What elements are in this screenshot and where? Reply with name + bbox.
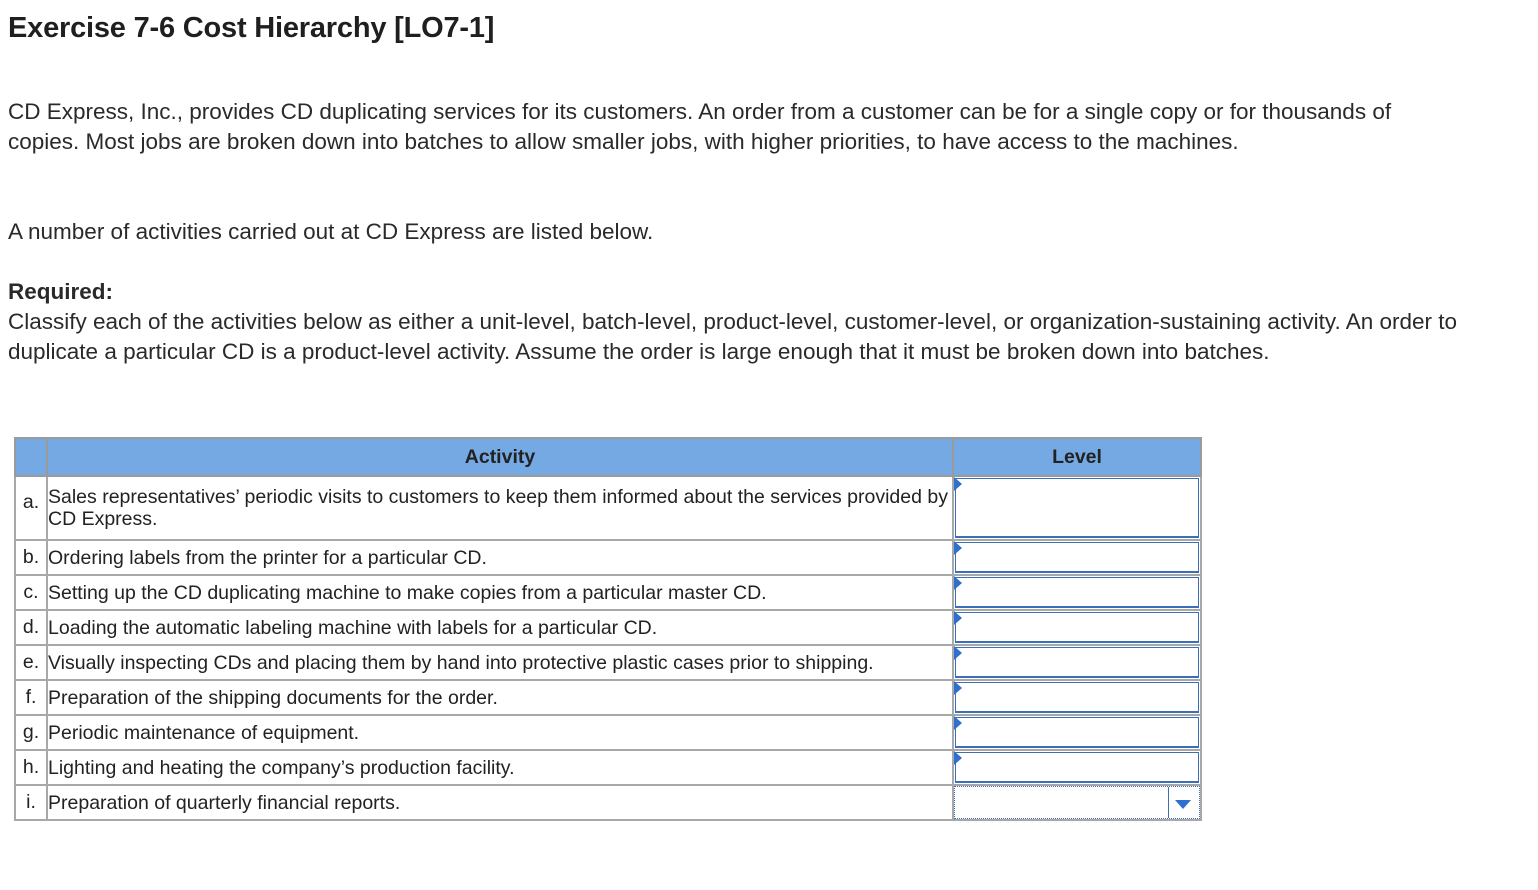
answer-marker-icon <box>954 681 962 695</box>
answer-marker-icon <box>954 611 962 625</box>
row-letter: i. <box>15 785 47 820</box>
activity-cell: Periodic maintenance of equipment. <box>47 715 953 750</box>
answer-marker-icon <box>954 716 962 730</box>
table-row <box>15 715 1201 750</box>
level-input-g[interactable] <box>955 717 1199 748</box>
table-row <box>15 610 1201 645</box>
table-row <box>15 785 1201 820</box>
level-cell <box>953 785 1201 820</box>
table-header-row <box>15 438 1201 476</box>
level-input-f[interactable] <box>955 682 1199 713</box>
level-cell <box>953 750 1201 785</box>
activity-cell: Preparation of quarterly financial reports. <box>47 785 953 820</box>
header-level: Level <box>953 438 1201 476</box>
row-letter: f. <box>15 680 47 715</box>
table-row <box>15 540 1201 575</box>
activity-cell: Preparation of the shipping documents for the order. <box>47 680 953 715</box>
answer-marker-icon <box>954 646 962 660</box>
level-cell <box>953 610 1201 645</box>
level-cell <box>953 476 1201 540</box>
required-text: Classify each of the activities below as either a unit-level, batch-level, product-level, customer-level, or organization-sustaining activity. An order to duplicate a particular CD is a product-level activity. Assume the order is large enough that it must be broken down into batches. <box>8 309 1458 364</box>
level-select-i[interactable] <box>954 786 1200 819</box>
table-row <box>15 645 1201 680</box>
header-letter-blank <box>15 438 47 476</box>
row-letter: h. <box>15 750 47 785</box>
table-row <box>15 680 1201 715</box>
level-input-c[interactable] <box>955 577 1199 608</box>
chevron-down-icon[interactable] <box>1175 800 1191 809</box>
activity-cell: Visually inspecting CDs and placing them by hand into protective plastic cases prior to shipping. <box>47 645 953 680</box>
activity-cell: Lighting and heating the company’s production facility. <box>47 750 953 785</box>
level-input-d[interactable] <box>955 612 1199 643</box>
select-divider <box>1168 787 1169 818</box>
level-cell <box>953 540 1201 575</box>
table-row <box>15 575 1201 610</box>
activities-note: A number of activities carried out at CD Express are listed below. <box>8 219 654 244</box>
level-input-b[interactable] <box>955 542 1199 573</box>
activity-cell: Loading the automatic labeling machine with labels for a particular CD. <box>47 610 953 645</box>
answer-marker-icon <box>954 477 962 491</box>
row-letter: e. <box>15 645 47 680</box>
row-letter: b. <box>15 540 47 575</box>
row-letter: c. <box>15 575 47 610</box>
row-letter: g. <box>15 715 47 750</box>
header-activity: Activity <box>47 438 953 476</box>
answer-marker-icon <box>954 541 962 555</box>
activity-level-table <box>14 437 1202 821</box>
exercise-title: Exercise 7-6 Cost Hierarchy [LO7-1] <box>8 12 495 44</box>
row-letter: a. <box>15 476 47 540</box>
level-cell <box>953 575 1201 610</box>
level-input-e[interactable] <box>955 647 1199 678</box>
row-letter: d. <box>15 610 47 645</box>
required-heading: Required: <box>8 279 114 304</box>
level-input-h[interactable] <box>955 752 1199 783</box>
level-cell <box>953 645 1201 680</box>
table-row <box>15 750 1201 785</box>
activity-cell: Setting up the CD duplicating machine to make copies from a particular master CD. <box>47 575 953 610</box>
level-cell <box>953 715 1201 750</box>
intro-paragraph: CD Express, Inc., provides CD duplicating services for its customers. An order from a customer can be for a single copy or for thousands of copies. Most jobs are broken down into batches to allow smaller jobs, with higher priorities, to have access to the machines. <box>8 99 1392 154</box>
activity-cell: Ordering labels from the printer for a particular CD. <box>47 540 953 575</box>
table-row <box>15 476 1201 540</box>
level-cell <box>953 680 1201 715</box>
answer-marker-icon <box>954 751 962 765</box>
answer-marker-icon <box>954 576 962 590</box>
level-input-a[interactable] <box>955 478 1199 538</box>
activity-cell: Sales representatives’ periodic visits to customers to keep them informed about the services provided by CD Express. <box>47 476 953 540</box>
